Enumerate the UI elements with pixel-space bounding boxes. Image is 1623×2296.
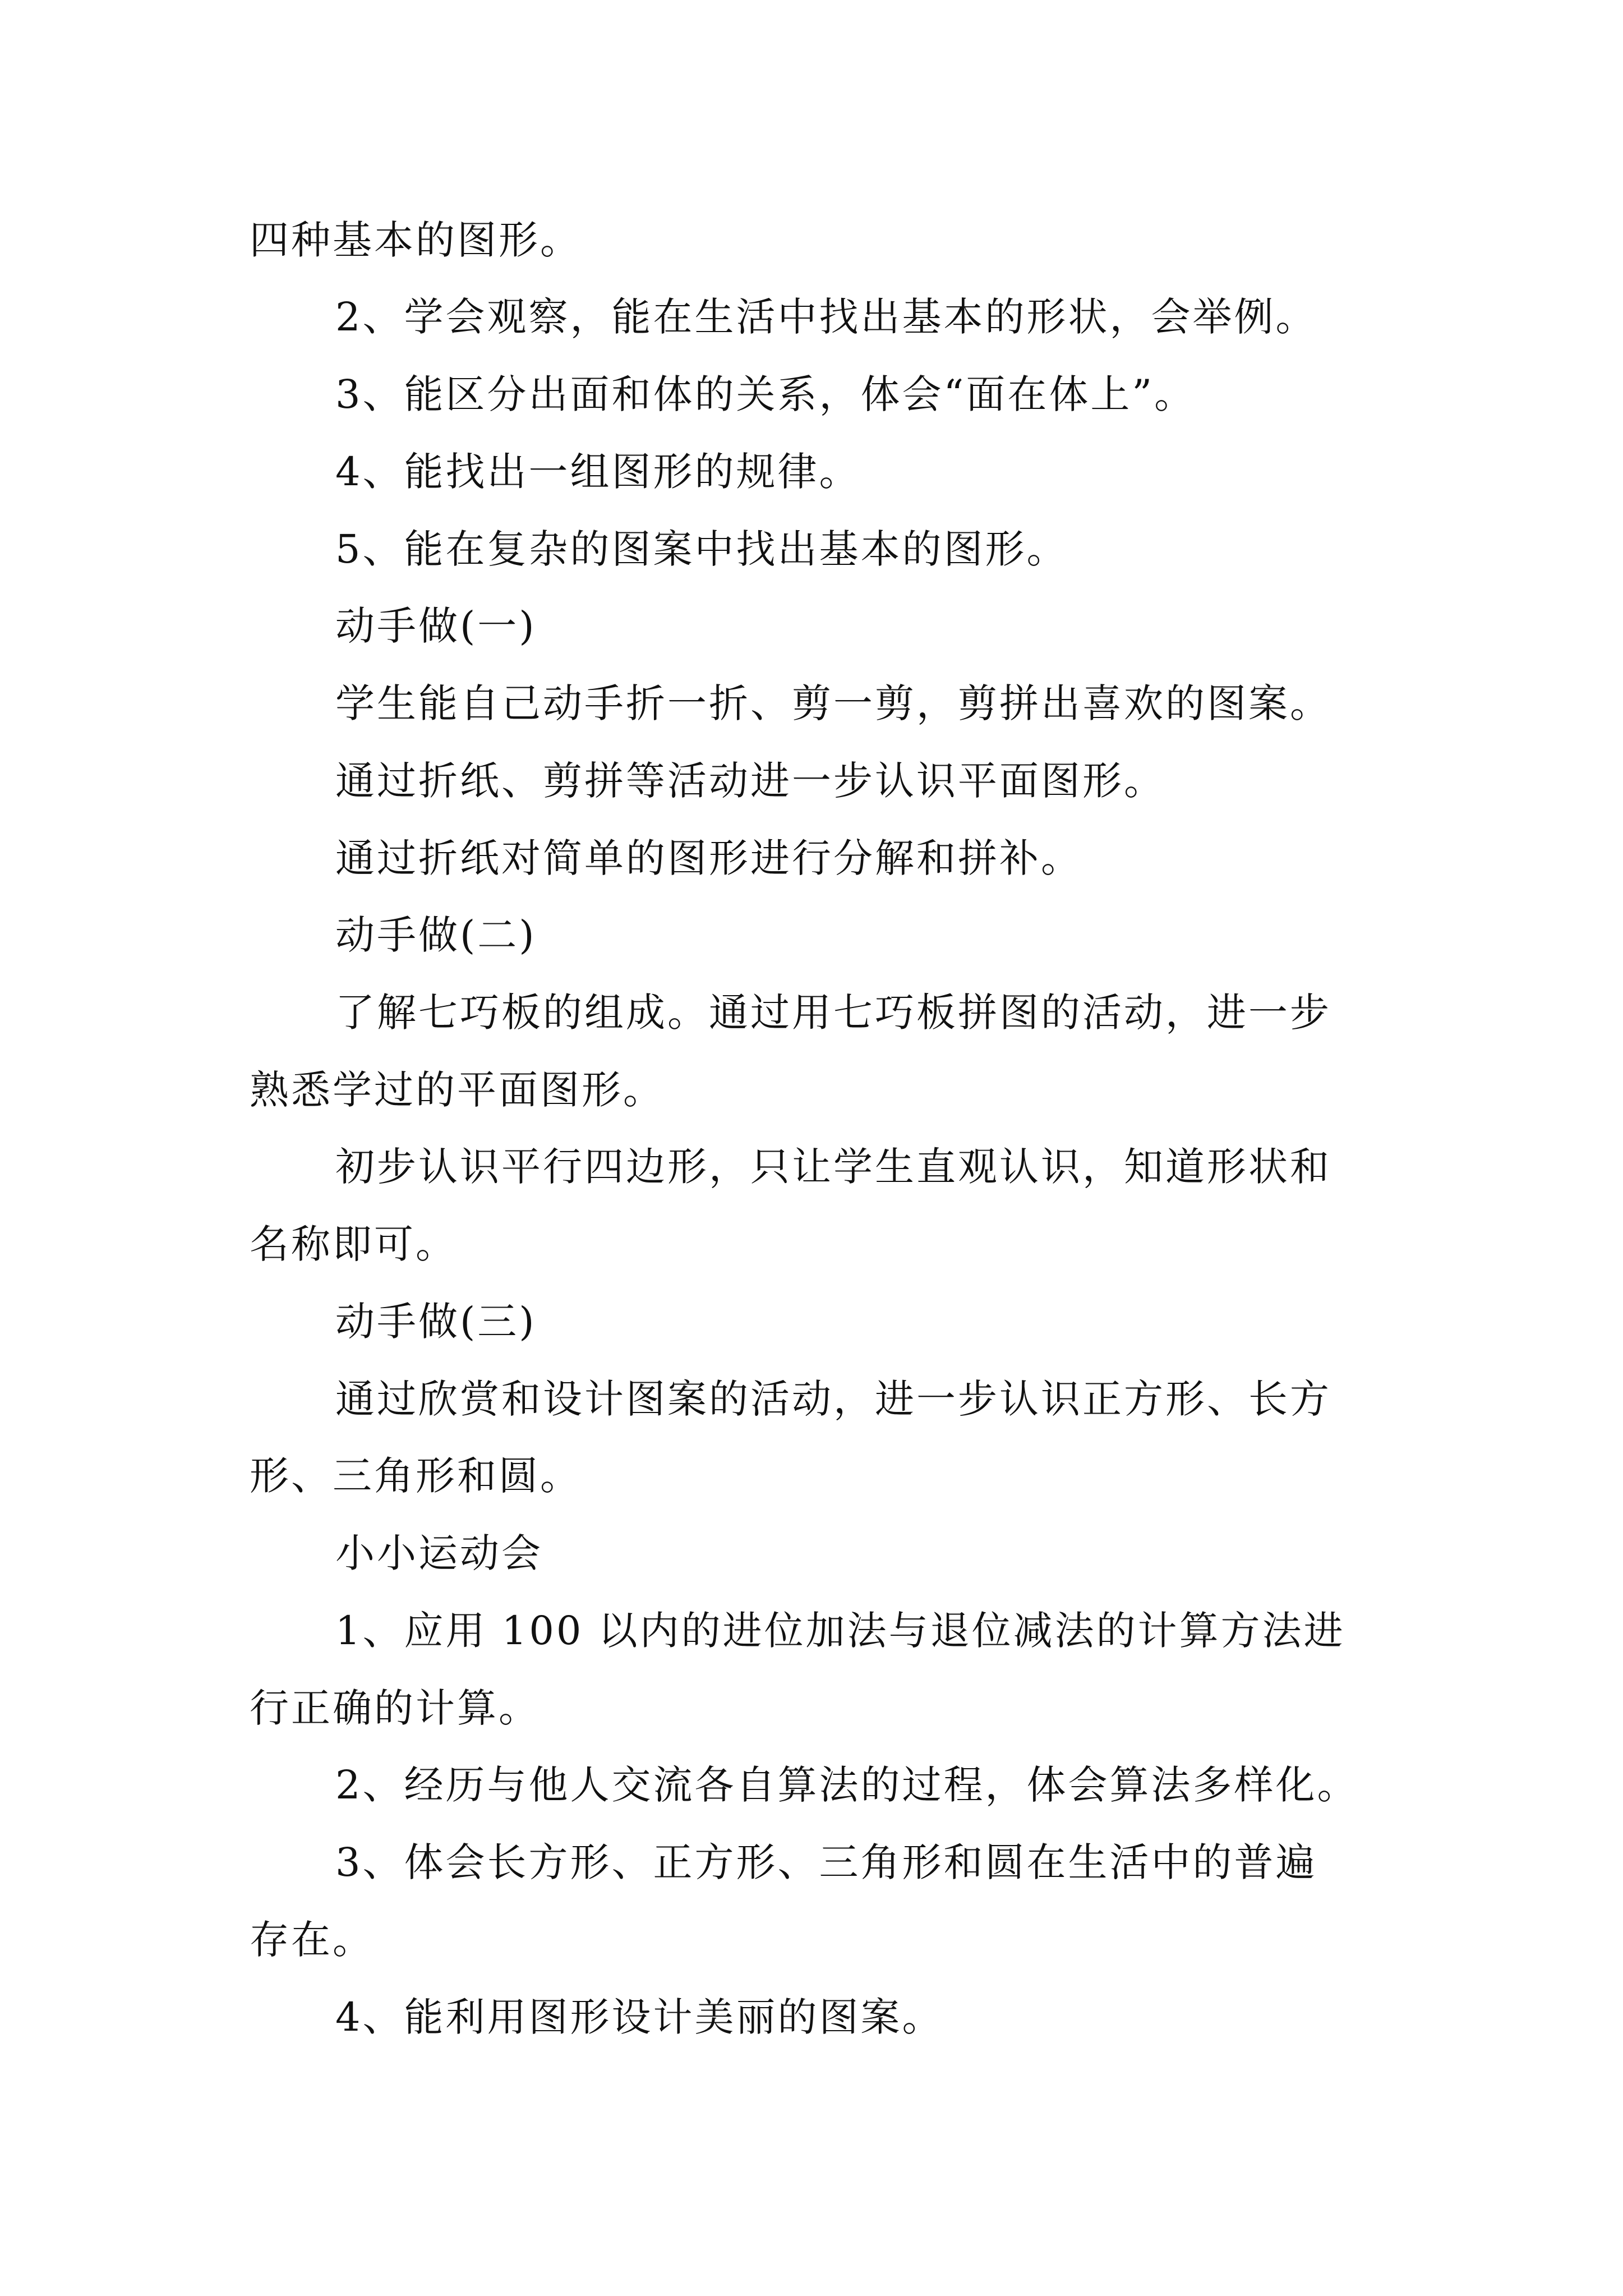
text-line: 形、三角形和圆。: [250, 1453, 582, 1499]
text-line: 4、能找出一组图形的规律。: [335, 449, 861, 495]
text-line: 名称即可。: [250, 1221, 457, 1267]
text-line: 3、体会长方形、正方形、三角形和圆在生活中的普遍: [335, 1839, 1317, 1885]
text-line: 3、能区分出面和体的关系，体会“面在体上”。: [335, 371, 1196, 417]
section-heading: 小小运动会: [335, 1530, 543, 1576]
text-line: 四种基本的图形。: [250, 217, 582, 263]
text-line: 5、能在复杂的图案中找出基本的图形。: [335, 526, 1068, 572]
text-line: 初步认识平行四边形，只让学生直观认识，知道形状和: [335, 1144, 1331, 1190]
text-line: 1、应用 100 以内的进位加法与退位减法的计算方法进: [335, 1608, 1345, 1654]
text-line: 学生能自己动手折一折、剪一剪，剪拼出喜欢的图案。: [335, 680, 1331, 726]
text-line: 2、经历与他人交流各自算法的过程，体会算法多样化。: [335, 1762, 1359, 1808]
text-line: 通过折纸、剪拼等活动进一步认识平面图形。: [335, 758, 1165, 804]
text-line: 存在。: [250, 1917, 374, 1963]
text-line: 4、能利用图形设计美丽的图案。: [335, 1994, 944, 2040]
section-heading: 动手做(一): [335, 603, 537, 649]
text-line: 2、学会观察，能在生活中找出基本的形状，会举例。: [335, 294, 1317, 340]
text-line: 熟悉学过的平面图形。: [250, 1067, 665, 1113]
section-heading: 动手做(二): [335, 912, 537, 958]
text-line: 行正确的计算。: [250, 1685, 540, 1731]
section-heading: 动手做(三): [335, 1299, 537, 1345]
text-line: 通过欣赏和设计图案的活动，进一步认识正方形、长方: [335, 1376, 1331, 1422]
text-line: 通过折纸对简单的图形进行分解和拼补。: [335, 835, 1082, 881]
text-line: 了解七巧板的组成。通过用七巧板拼图的活动，进一步: [335, 990, 1331, 1036]
